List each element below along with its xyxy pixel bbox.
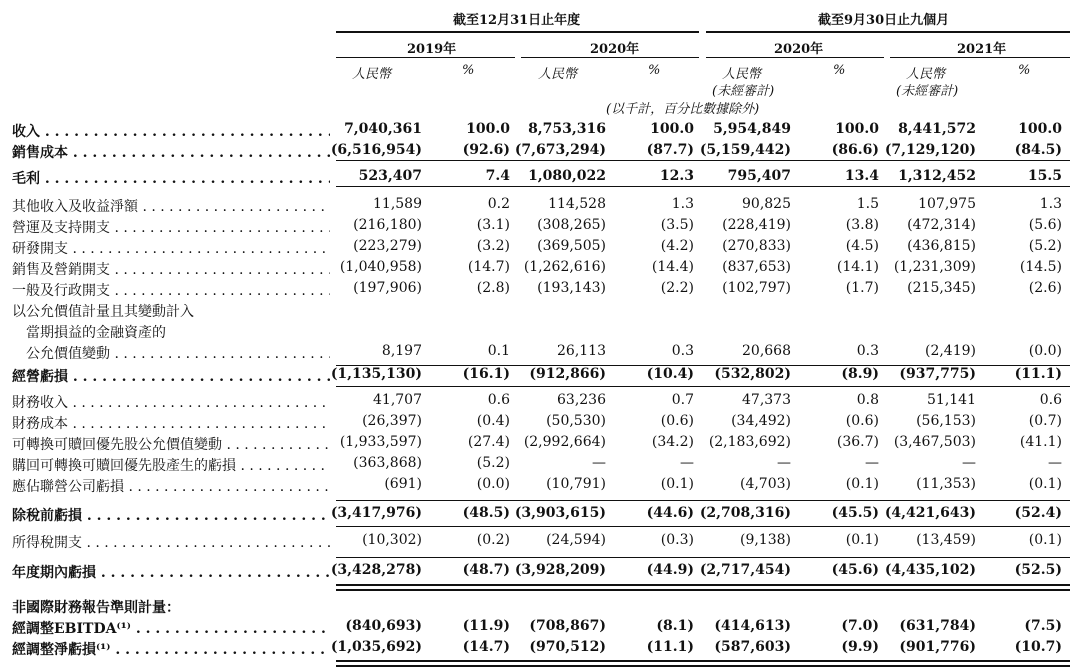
row-label: 非國際財務報告準則計量： — [12, 600, 180, 616]
row-label: 收入 . . . — [12, 121, 330, 141]
row-value: (3,928,209) — [514, 562, 606, 578]
row-label: 經調整EBITDA⁽¹⁾ . . . — [12, 618, 330, 638]
row-value: (50,530) — [546, 413, 606, 429]
row-value: (84.5) — [1014, 142, 1062, 158]
row-label: 營運及支持開支 . . . — [12, 217, 330, 237]
row-value: (10.4) — [646, 366, 694, 382]
row-value: (840,693) — [345, 618, 422, 634]
row-value: (1,135,130) — [330, 366, 422, 382]
row-value: 20,668 — [742, 343, 791, 359]
row-value: (193,143) — [537, 280, 606, 296]
row-label: 財務成本 . . . — [12, 413, 330, 433]
row-value: (1,040,958) — [339, 259, 422, 275]
row-value: 63,236 — [557, 392, 606, 408]
row-value: 7,040,361 — [344, 121, 422, 137]
table-row — [0, 259, 1080, 279]
year-rule-4 — [890, 57, 1070, 58]
row-label: 經營虧損 . . . — [12, 366, 330, 386]
row-value: 523,407 — [358, 168, 422, 184]
row-value: 0.3 — [856, 343, 879, 359]
table-row — [0, 434, 1080, 454]
row-label: 當期損益的金融資產的 — [12, 325, 166, 341]
row-value: (45.6) — [831, 562, 879, 578]
row-value: 15.5 — [1027, 168, 1062, 184]
row-value: (3,428,278) — [330, 562, 422, 578]
row-value: (10,791) — [546, 476, 606, 492]
pct-label-4: % — [1018, 63, 1031, 78]
row-value: (4,435,102) — [884, 562, 976, 578]
row-value: (937,775) — [899, 366, 976, 382]
row-value: 100.0 — [835, 121, 879, 137]
row-value: (631,784) — [899, 618, 976, 634]
table-row — [0, 142, 1080, 162]
row-label: 除稅前虧損 . . . — [12, 505, 330, 525]
table-row — [0, 476, 1080, 496]
year-rule-1 — [336, 57, 515, 58]
row-label: 銷售及營銷開支 . . . — [12, 259, 330, 279]
row-label: 購回可轉換可贖回優先股產生的虧損 . . . — [12, 455, 330, 475]
row-value: (34,492) — [731, 413, 791, 429]
row-value: (44.6) — [646, 505, 694, 521]
row-value: (4.2) — [660, 238, 694, 254]
row-value: — — [680, 455, 694, 471]
table-row — [0, 196, 1080, 216]
table-row — [0, 217, 1080, 237]
row-value: (2.8) — [476, 280, 510, 296]
row-label: 銷售成本 . . . — [12, 142, 330, 162]
row-value: (10.7) — [1014, 639, 1062, 655]
row-value: (4,703) — [739, 476, 791, 492]
row-label: 所得稅開支 . . . — [12, 532, 330, 552]
row-value: 1,080,022 — [528, 168, 606, 184]
row-value: 12.3 — [659, 168, 694, 184]
table-row — [0, 301, 1080, 321]
row-value: (2,717,454) — [699, 562, 791, 578]
row-value: (48.7) — [462, 562, 510, 578]
row-value: (532,802) — [714, 366, 791, 382]
row-value: (0.0) — [1028, 343, 1062, 359]
row-value: (3.1) — [476, 217, 510, 233]
row-value: (0.0) — [476, 476, 510, 492]
header-rule-nine-months — [706, 31, 1070, 33]
unaudited-label-4: (未經審計) — [896, 84, 959, 99]
table-row — [0, 639, 1080, 659]
row-value: (56,153) — [916, 413, 976, 429]
double-rule-bottom — [336, 589, 1070, 591]
row-value: (48.5) — [462, 505, 510, 521]
row-value: (7.0) — [841, 618, 879, 634]
currency-label-2: 人民幣 — [538, 67, 578, 82]
rule-after-pretax — [336, 526, 1070, 527]
row-value: (0.6) — [845, 413, 879, 429]
row-value: (87.7) — [646, 142, 694, 158]
table-row — [0, 366, 1080, 386]
row-value: (86.6) — [831, 142, 879, 158]
row-value: (14.5) — [1019, 259, 1062, 275]
row-value: (216,180) — [353, 217, 422, 233]
row-value: (363,868) — [353, 455, 422, 471]
row-value: (3.2) — [476, 238, 510, 254]
currency-label-4: 人民幣 — [906, 67, 946, 82]
row-value: (1,262,616) — [523, 259, 606, 275]
table-row — [0, 532, 1080, 552]
rule-before-pretax — [336, 500, 1070, 501]
row-value: (0.4) — [476, 413, 510, 429]
row-value: — — [777, 455, 791, 471]
row-value: 0.3 — [671, 343, 694, 359]
row-value: (2.6) — [1028, 280, 1062, 296]
row-value: — — [865, 455, 879, 471]
row-value: (9,138) — [739, 532, 791, 548]
row-value: (0.6) — [660, 413, 694, 429]
row-value: (5.2) — [476, 455, 510, 471]
row-value: (270,833) — [722, 238, 791, 254]
row-value: (10,302) — [362, 532, 422, 548]
row-value: (5.6) — [1028, 217, 1062, 233]
row-value: 5,954,849 — [713, 121, 791, 137]
row-label: 可轉換可贖回優先股公允價值變動 . . . — [12, 434, 330, 454]
row-value: (14.4) — [651, 259, 694, 275]
row-value: (27.4) — [467, 434, 510, 450]
row-value: (1.7) — [845, 280, 879, 296]
row-value: (5.2) — [1028, 238, 1062, 254]
row-value: (34.2) — [651, 434, 694, 450]
double-rule-end-top — [336, 660, 1070, 662]
row-value: (197,906) — [353, 280, 422, 296]
row-value: (9.9) — [841, 639, 879, 655]
row-label: 以公允價值計量且其變動計入 — [12, 304, 194, 320]
rule-after-cost — [336, 160, 1070, 161]
row-value: (2,708,316) — [699, 505, 791, 521]
table-row — [0, 238, 1080, 258]
row-label: 年度期內虧損 . . . — [12, 562, 330, 582]
row-value: 0.2 — [487, 196, 510, 212]
row-value: (5,159,442) — [699, 142, 791, 158]
year-rule-3 — [706, 57, 884, 58]
row-value: (228,419) — [722, 217, 791, 233]
row-value: 41,707 — [373, 392, 422, 408]
row-label: 其他收入及收益淨額 . . . — [12, 196, 330, 216]
row-value: 8,753,316 — [528, 121, 606, 137]
row-value: (0.1) — [845, 532, 879, 548]
row-label: 經調整淨虧損⁽¹⁾ . . . — [12, 639, 330, 659]
row-value: (2,992,664) — [523, 434, 606, 450]
row-value: (14.7) — [462, 639, 510, 655]
row-value: (11,353) — [916, 476, 976, 492]
row-value: (0.2) — [476, 532, 510, 548]
year-rule-2 — [521, 57, 699, 58]
pct-label-2: % — [648, 63, 661, 78]
row-value: 7.4 — [485, 168, 510, 184]
currency-label-3: 人民幣 — [722, 67, 762, 82]
year-2020-annual: 2020年 — [590, 42, 640, 57]
row-value: (11.9) — [462, 618, 510, 634]
row-value: (13,459) — [916, 532, 976, 548]
units-note: (以千計，百分比數據除外) — [606, 102, 760, 117]
row-value: 51,141 — [927, 392, 976, 408]
row-value: — — [962, 455, 976, 471]
row-value: (970,512) — [529, 639, 606, 655]
row-value: (308,265) — [537, 217, 606, 233]
table-row — [0, 322, 1080, 342]
row-value: (0.1) — [1028, 476, 1062, 492]
row-value: 8,441,572 — [898, 121, 976, 137]
row-value: 0.7 — [671, 392, 694, 408]
table-row — [0, 562, 1080, 582]
row-value: (36.7) — [836, 434, 879, 450]
row-value: (587,603) — [714, 639, 791, 655]
row-value: — — [592, 455, 606, 471]
row-value: (2.2) — [660, 280, 694, 296]
row-value: (414,613) — [714, 618, 791, 634]
table-row — [0, 618, 1080, 638]
row-value: (11.1) — [1014, 366, 1062, 382]
row-value: (215,345) — [907, 280, 976, 296]
table-row — [0, 413, 1080, 433]
row-label: 應佔聯營公司虧損 . . . — [12, 476, 330, 496]
row-value: (11.1) — [646, 639, 694, 655]
row-value: (2,183,692) — [708, 434, 791, 450]
row-value: (6,516,954) — [330, 142, 422, 158]
row-value: (2,419) — [924, 343, 976, 359]
header-rule-annual — [336, 31, 699, 33]
pct-label-1: % — [462, 63, 475, 78]
row-value: (0.1) — [845, 476, 879, 492]
row-value: (708,867) — [529, 618, 606, 634]
row-label: 財務收入 . . . — [12, 392, 330, 412]
row-value: 0.6 — [487, 392, 510, 408]
table-row — [0, 392, 1080, 412]
row-value: 26,113 — [557, 343, 606, 359]
row-value: (7,129,120) — [884, 142, 976, 158]
row-value: (52.4) — [1014, 505, 1062, 521]
period-header-annual: 截至12月31日止年度 — [453, 13, 581, 28]
row-value: (14.1) — [836, 259, 879, 275]
row-value: — — [1048, 455, 1062, 471]
table-row — [0, 121, 1080, 141]
pct-label-3: % — [833, 63, 846, 78]
row-value: (24,594) — [546, 532, 606, 548]
row-value: (26,397) — [362, 413, 422, 429]
row-value: (369,505) — [537, 238, 606, 254]
row-value: (912,866) — [529, 366, 606, 382]
row-value: 100.0 — [650, 121, 694, 137]
row-value: 0.8 — [856, 392, 879, 408]
year-2021: 2021年 — [957, 42, 1007, 57]
row-value: 0.6 — [1039, 392, 1062, 408]
row-value: (8.1) — [656, 618, 694, 634]
row-value: (3,417,976) — [330, 505, 422, 521]
row-value: (7.5) — [1024, 618, 1062, 634]
row-label: 公允價值變動 . . . — [12, 343, 330, 363]
row-value: (92.6) — [462, 142, 510, 158]
row-value: (3,903,615) — [514, 505, 606, 521]
rule-before-loss — [336, 557, 1070, 558]
row-value: 107,975 — [918, 196, 976, 212]
table-row — [0, 280, 1080, 300]
table-row — [0, 343, 1080, 363]
row-value: (41.1) — [1019, 434, 1062, 450]
row-value: (472,314) — [907, 217, 976, 233]
row-value: (901,776) — [899, 639, 976, 655]
row-value: (7,673,294) — [514, 142, 606, 158]
row-value: (45.5) — [831, 505, 879, 521]
row-value: (691) — [384, 476, 422, 492]
row-value: 90,825 — [742, 196, 791, 212]
row-value: 1.5 — [856, 196, 879, 212]
row-label: 一般及行政開支 . . . — [12, 280, 330, 300]
row-value: (44.9) — [646, 562, 694, 578]
row-value: (3,467,503) — [893, 434, 976, 450]
year-2019: 2019年 — [407, 42, 457, 57]
row-value: 1.3 — [671, 196, 694, 212]
period-header-nine-months: 截至9月30日止九個月 — [818, 13, 950, 28]
row-value: 47,373 — [742, 392, 791, 408]
row-label: 毛利 . . . — [12, 168, 330, 188]
row-value: (8.9) — [841, 366, 879, 382]
row-value: (4.5) — [845, 238, 879, 254]
table-row — [0, 505, 1080, 525]
row-value: 114,528 — [548, 196, 606, 212]
row-value: (1,231,309) — [893, 259, 976, 275]
row-value: (837,653) — [722, 259, 791, 275]
row-value: (52.5) — [1014, 562, 1062, 578]
row-value: (0.1) — [660, 476, 694, 492]
row-value: 100.0 — [466, 121, 510, 137]
row-value: (4,421,643) — [884, 505, 976, 521]
row-value: (0.1) — [1028, 532, 1062, 548]
year-2020-nine-months: 2020年 — [774, 42, 824, 57]
row-value: (3.5) — [660, 217, 694, 233]
row-value: (1,933,597) — [339, 434, 422, 450]
rule-before-operating — [336, 365, 1070, 366]
double-rule-top — [336, 584, 1070, 586]
row-value: (223,279) — [353, 238, 422, 254]
row-value: 100.0 — [1018, 121, 1062, 137]
row-value: 1.3 — [1039, 196, 1062, 212]
row-value: (1,035,692) — [330, 639, 422, 655]
row-value: (102,797) — [722, 280, 791, 296]
table-row — [0, 455, 1080, 475]
row-value: (16.1) — [462, 366, 510, 382]
row-value: (0.7) — [1028, 413, 1062, 429]
row-label: 研發開支 . . . — [12, 238, 330, 258]
table-row — [0, 597, 1080, 617]
currency-label-1: 人民幣 — [352, 67, 392, 82]
row-value: (0.3) — [660, 532, 694, 548]
rule-after-operating — [336, 386, 1070, 387]
row-value: (3.8) — [845, 217, 879, 233]
row-value: 0.1 — [487, 343, 510, 359]
rule-after-gross — [336, 186, 1070, 187]
unaudited-label-3: (未經審計) — [712, 84, 775, 99]
row-value: 1,312,452 — [898, 168, 976, 184]
row-value: (14.7) — [467, 259, 510, 275]
row-value: 8,197 — [381, 343, 422, 359]
row-value: 13.4 — [844, 168, 879, 184]
row-value: 11,589 — [373, 196, 422, 212]
row-value: 795,407 — [727, 168, 791, 184]
table-row — [0, 168, 1080, 188]
row-value: (436,815) — [907, 238, 976, 254]
